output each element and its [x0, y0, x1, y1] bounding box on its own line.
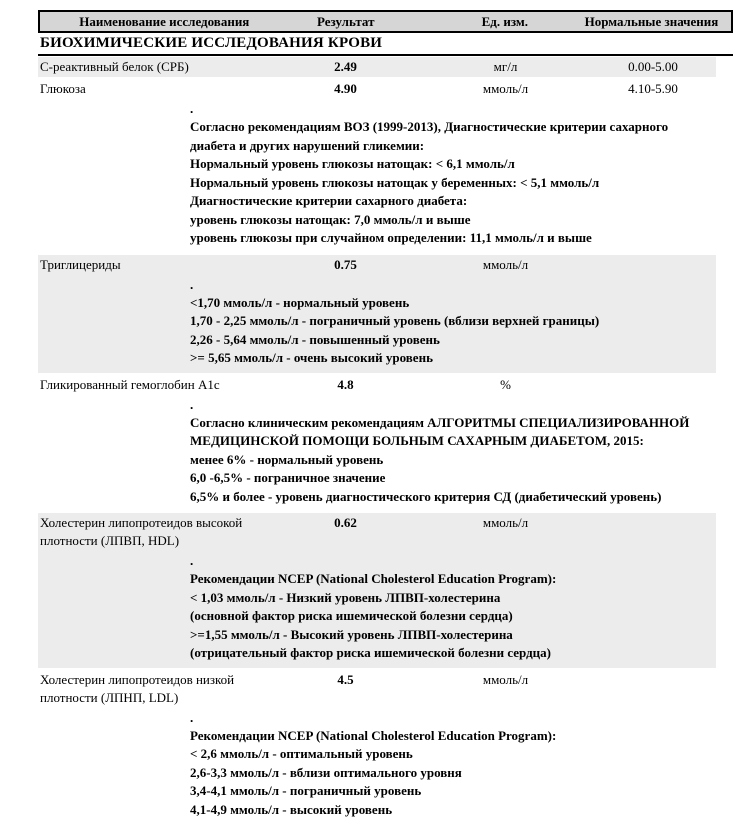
test-block-glucose: [38, 79, 716, 253]
test-block-hdl: [38, 513, 716, 668]
comment-line: <1,70 ммоль/л - нормальный уровень: [190, 294, 705, 313]
comment-line: уровень глюкозы натощак: 7,0 ммоль/л и выше: [190, 211, 705, 230]
column-header-normal-range: Нормальные значения: [572, 14, 731, 30]
test-name: Холестерин липопротеидов высокой плотности (ЛПВП, HDL): [38, 514, 288, 550]
comment-line: 6,5% и более - уровень диагностического критерия СД (диабетический уровень): [190, 488, 705, 507]
test-name: Триглицериды: [38, 256, 288, 274]
comment-line: >=1,55 ммоль/л - Высокий уровень ЛПВП-холестерина: [190, 626, 705, 645]
comment-line: 2,26 - 5,64 ммоль/л - повышенный уровень: [190, 331, 705, 350]
comment-line: 1,70 - 2,25 ммоль/л - пограничный уровень (вблизи верхней границы): [190, 312, 705, 331]
table-row: [38, 79, 733, 99]
comment-line: Нормальный уровень глюкозы натощак: < 6,1 ммоль/л: [190, 155, 705, 174]
column-header-result: Результат: [289, 14, 403, 30]
comment-line: (основной фактор риска ишемической болезни сердца): [190, 607, 705, 626]
test-normal-range: 0.00-5.00: [573, 58, 733, 76]
comment-line: Рекомендации NCEP (National Cholesterol Education Program):: [190, 727, 705, 746]
test-comment: [38, 395, 705, 512]
test-units: ммоль/л: [438, 671, 573, 689]
comment-line: Согласно рекомендациям ВОЗ (1999-2013), Диагностические критерии сахарного диабета и других нарушений гликемии:: [190, 118, 705, 155]
section-title-biochemistry: БИОХИМИЧЕСКИЕ ИССЛЕДОВАНИЯ КРОВИ: [38, 33, 733, 56]
comment-line: уровень глюкозы при случайном определении: 11,1 ммоль/л и выше: [190, 229, 705, 248]
table-header-row: [38, 10, 733, 33]
test-block-crp: [38, 57, 716, 77]
column-header-test-name: Наименование исследования: [40, 14, 289, 30]
comment-line: Рекомендации NCEP (National Cholesterol Education Program):: [190, 570, 705, 589]
table-row: [38, 57, 733, 77]
test-block-triglycerides: [38, 255, 716, 373]
test-comment: [38, 551, 705, 668]
test-result: 0.62: [288, 514, 403, 532]
test-comment: [38, 275, 705, 373]
test-result: 0.75: [288, 256, 403, 274]
test-name: С-реактивный белок (СРБ): [38, 58, 288, 76]
comment-line: Согласно клиническим рекомендациям АЛГОРИТМЫ СПЕЦИАЛИЗИРОВАННОЙ МЕДИЦИНСКОЙ ПОМОЩИ БОЛЬНЫМ САХАРНЫМ ДИАБЕТОМ, 2015:: [190, 414, 705, 451]
test-units: ммоль/л: [438, 256, 573, 274]
comment-line: 3,4-4,1 ммоль/л - пограничный уровень: [190, 782, 705, 801]
test-units: ммоль/л: [438, 80, 573, 98]
test-result: 4.8: [288, 376, 403, 394]
comment-bullet: .: [190, 104, 705, 113]
comment-bullet: .: [190, 556, 705, 565]
comment-line: 2,6-3,3 ммоль/л - вблизи оптимального уровня: [190, 764, 705, 783]
test-name: Холестерин липопротеидов низкой плотности (ЛПНП, LDL): [38, 671, 288, 707]
test-name: Гликированный гемоглобин A1c: [38, 376, 288, 394]
comment-line: 4,1-4,9 ммоль/л - высокий уровень: [190, 801, 705, 820]
table-row: [38, 255, 733, 275]
test-units: мг/л: [438, 58, 573, 76]
test-result: 4.90: [288, 80, 403, 98]
comment-bullet: .: [190, 400, 705, 409]
test-units: %: [438, 376, 573, 394]
comment-line: 6,0 -6,5% - пограничное значение: [190, 469, 705, 488]
comment-line: (отрицательный фактор риска ишемической болезни сердца): [190, 644, 705, 663]
test-comment: [38, 99, 705, 253]
test-result: 2.49: [288, 58, 403, 76]
comment-bullet: .: [190, 280, 705, 289]
comment-line: >= 5,65 ммоль/л - очень высокий уровень: [190, 349, 705, 368]
table-row: [38, 375, 733, 395]
test-name: Глюкоза: [38, 80, 288, 98]
comment-bullet: .: [190, 713, 705, 722]
test-units: ммоль/л: [438, 514, 573, 532]
comment-line: < 1,03 ммоль/л - Низкий уровень ЛПВП-холестерина: [190, 589, 705, 608]
test-block-ldl: [38, 670, 716, 824]
comment-line: Нормальный уровень глюкозы натощак у беременных: < 5,1 ммоль/л: [190, 174, 705, 193]
test-normal-range: 4.10-5.90: [573, 80, 733, 98]
test-comment: [38, 708, 705, 824]
comment-line: < 2,6 ммоль/л - оптимальный уровень: [190, 745, 705, 764]
comment-line: Диагностические критерии сахарного диабета:: [190, 192, 705, 211]
test-block-hba1c: [38, 375, 716, 512]
table-row: [38, 670, 733, 708]
comment-line: менее 6% - нормальный уровень: [190, 451, 705, 470]
test-result: 4.5: [288, 671, 403, 689]
column-header-units: Ед. изм.: [438, 14, 572, 30]
table-row: [38, 513, 733, 551]
